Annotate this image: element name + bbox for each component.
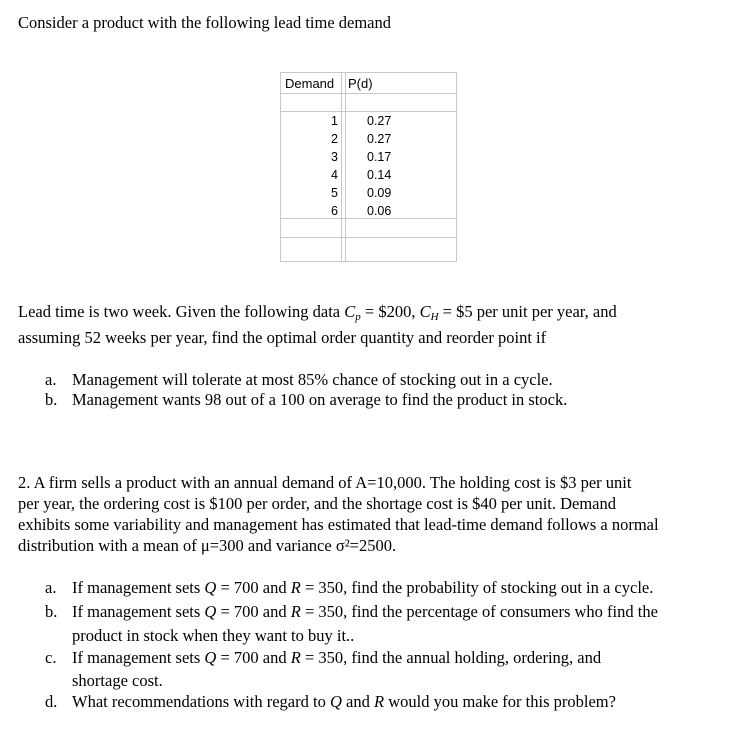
problem2-line4: distribution with a mean of μ=300 and variance σ²=2500. — [18, 536, 397, 555]
table-cell-probability: 0.09 — [367, 186, 392, 200]
list-label: b. — [45, 602, 58, 621]
list-label: a. — [45, 578, 57, 597]
table-cell-demand: 2 — [331, 132, 338, 146]
problem2-item-c: If management sets Q = 700 and R = 350, find the annual holding, ordering, and — [72, 648, 602, 667]
problem1-item-b: Management wants 98 out of a 100 on average to find the product in stock. — [72, 390, 568, 409]
table-cell-demand: 1 — [331, 114, 338, 128]
problem2-line3: exhibits some variability and management has estimated that lead-time demand follows a normal — [18, 515, 659, 534]
list-label: d. — [45, 692, 58, 711]
intro-text: Consider a product with the following lead time demand — [18, 13, 391, 32]
table-cell-probability: 0.17 — [367, 150, 392, 164]
table-cell-demand: 4 — [331, 168, 338, 182]
list-label: b. — [45, 390, 58, 409]
table-cell-demand: 6 — [331, 204, 338, 218]
problem2-line2: per year, the ordering cost is $100 per order, and the shortage cost is $40 per unit. Demand — [18, 494, 617, 513]
problem2-item-d: What recommendations with regard to Q and R would you make for this problem? — [72, 692, 616, 711]
table-cell-demand: 3 — [331, 150, 338, 164]
table-header-demand: Demand — [285, 76, 335, 91]
table-cell-probability: 0.14 — [367, 168, 392, 182]
problem1-line1: Lead time is two week. Given the following data $C_p$ = $200, $C_H$ = $5 per unit per year, and — [18, 302, 617, 323]
table-cell-demand: 5 — [331, 186, 338, 200]
list-label: a. — [45, 370, 57, 389]
problem2-item-b-line2: product in stock when they want to buy it.. — [72, 626, 355, 645]
table-cell-probability: 0.27 — [367, 114, 392, 128]
list-label: c. — [45, 648, 57, 667]
problem2-item-b: If management sets Q = 700 and R = 350, find the percentage of consumers who find the — [72, 602, 658, 621]
problem1-item-a: Management will tolerate at most 85% chance of stocking out in a cycle. — [72, 370, 553, 389]
lead-time-demand-table — [280, 72, 457, 262]
table-header-probability: P(d) — [348, 76, 373, 91]
problem2-item-c-line2: shortage cost. — [72, 671, 163, 690]
problem2-item-a: If management sets Q = 700 and R = 350, find the probability of stocking out in a cycle. — [72, 578, 654, 597]
problem2-line1: 2. A firm sells a product with an annual demand of A=10,000. The holding cost is $3 per unit — [18, 473, 632, 492]
problem1-line2: assuming 52 weeks per year, find the optimal order quantity and reorder point if — [18, 328, 547, 347]
table-cell-probability: 0.27 — [367, 132, 392, 146]
table-cell-probability: 0.06 — [367, 204, 392, 218]
